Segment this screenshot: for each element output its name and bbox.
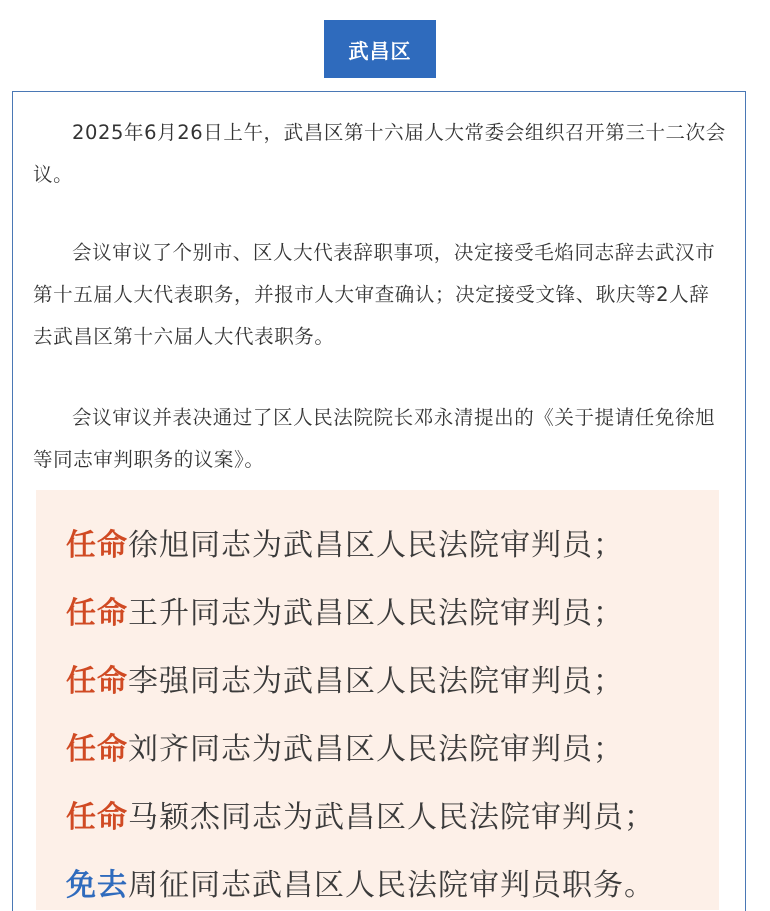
appointment-text: 李强同志为武昌区人民法院审判员； (128, 664, 624, 699)
appointment-keyword: 任命 (66, 732, 128, 767)
dismissal-item (66, 866, 655, 906)
appointment-keyword: 任命 (66, 528, 128, 563)
appointment-text: 徐旭同志为武昌区人民法院审判员； (128, 528, 624, 563)
dismissal-keyword: 免去 (66, 868, 128, 903)
district-title-tag (324, 20, 436, 78)
appointment-keyword: 任命 (66, 664, 128, 699)
appointment-keyword: 任命 (66, 596, 128, 631)
appointment-item (66, 526, 624, 566)
dismissal-text: 周征同志武昌区人民法院审判员职务。 (128, 868, 655, 903)
article-paragraph: 会议审议并表决通过了区人民法院院长邓永清提出的《关于提请任免徐旭等同志审判职务的议案》。 (33, 406, 716, 471)
appointment-item (66, 594, 624, 634)
appointment-text: 王升同志为武昌区人民法院审判员； (128, 596, 624, 631)
district-title: 武昌区 (348, 38, 412, 63)
appointment-keyword: 任命 (66, 800, 128, 835)
appointment-item (66, 798, 655, 838)
appointment-item (66, 730, 624, 770)
appointment-item (66, 662, 624, 702)
article-paragraph: 会议审议了个别市、区人大代表辞职事项，决定接受毛焰同志辞去武汉市第十五届人大代表职务，并报市人大审查确认；决定接受文锋、耿庆等2人辞去武昌区第十六届人大代表职务。 (33, 241, 716, 348)
appointment-list-panel (36, 490, 719, 910)
appointment-text: 刘齐同志为武昌区人民法院审判员； (128, 732, 624, 767)
article-paragraph: 2025年6月26日上午，武昌区第十六届人大常委会组织召开第三十二次会议。 (33, 121, 726, 186)
appointment-text: 马颖杰同志为武昌区人民法院审判员； (128, 800, 655, 835)
